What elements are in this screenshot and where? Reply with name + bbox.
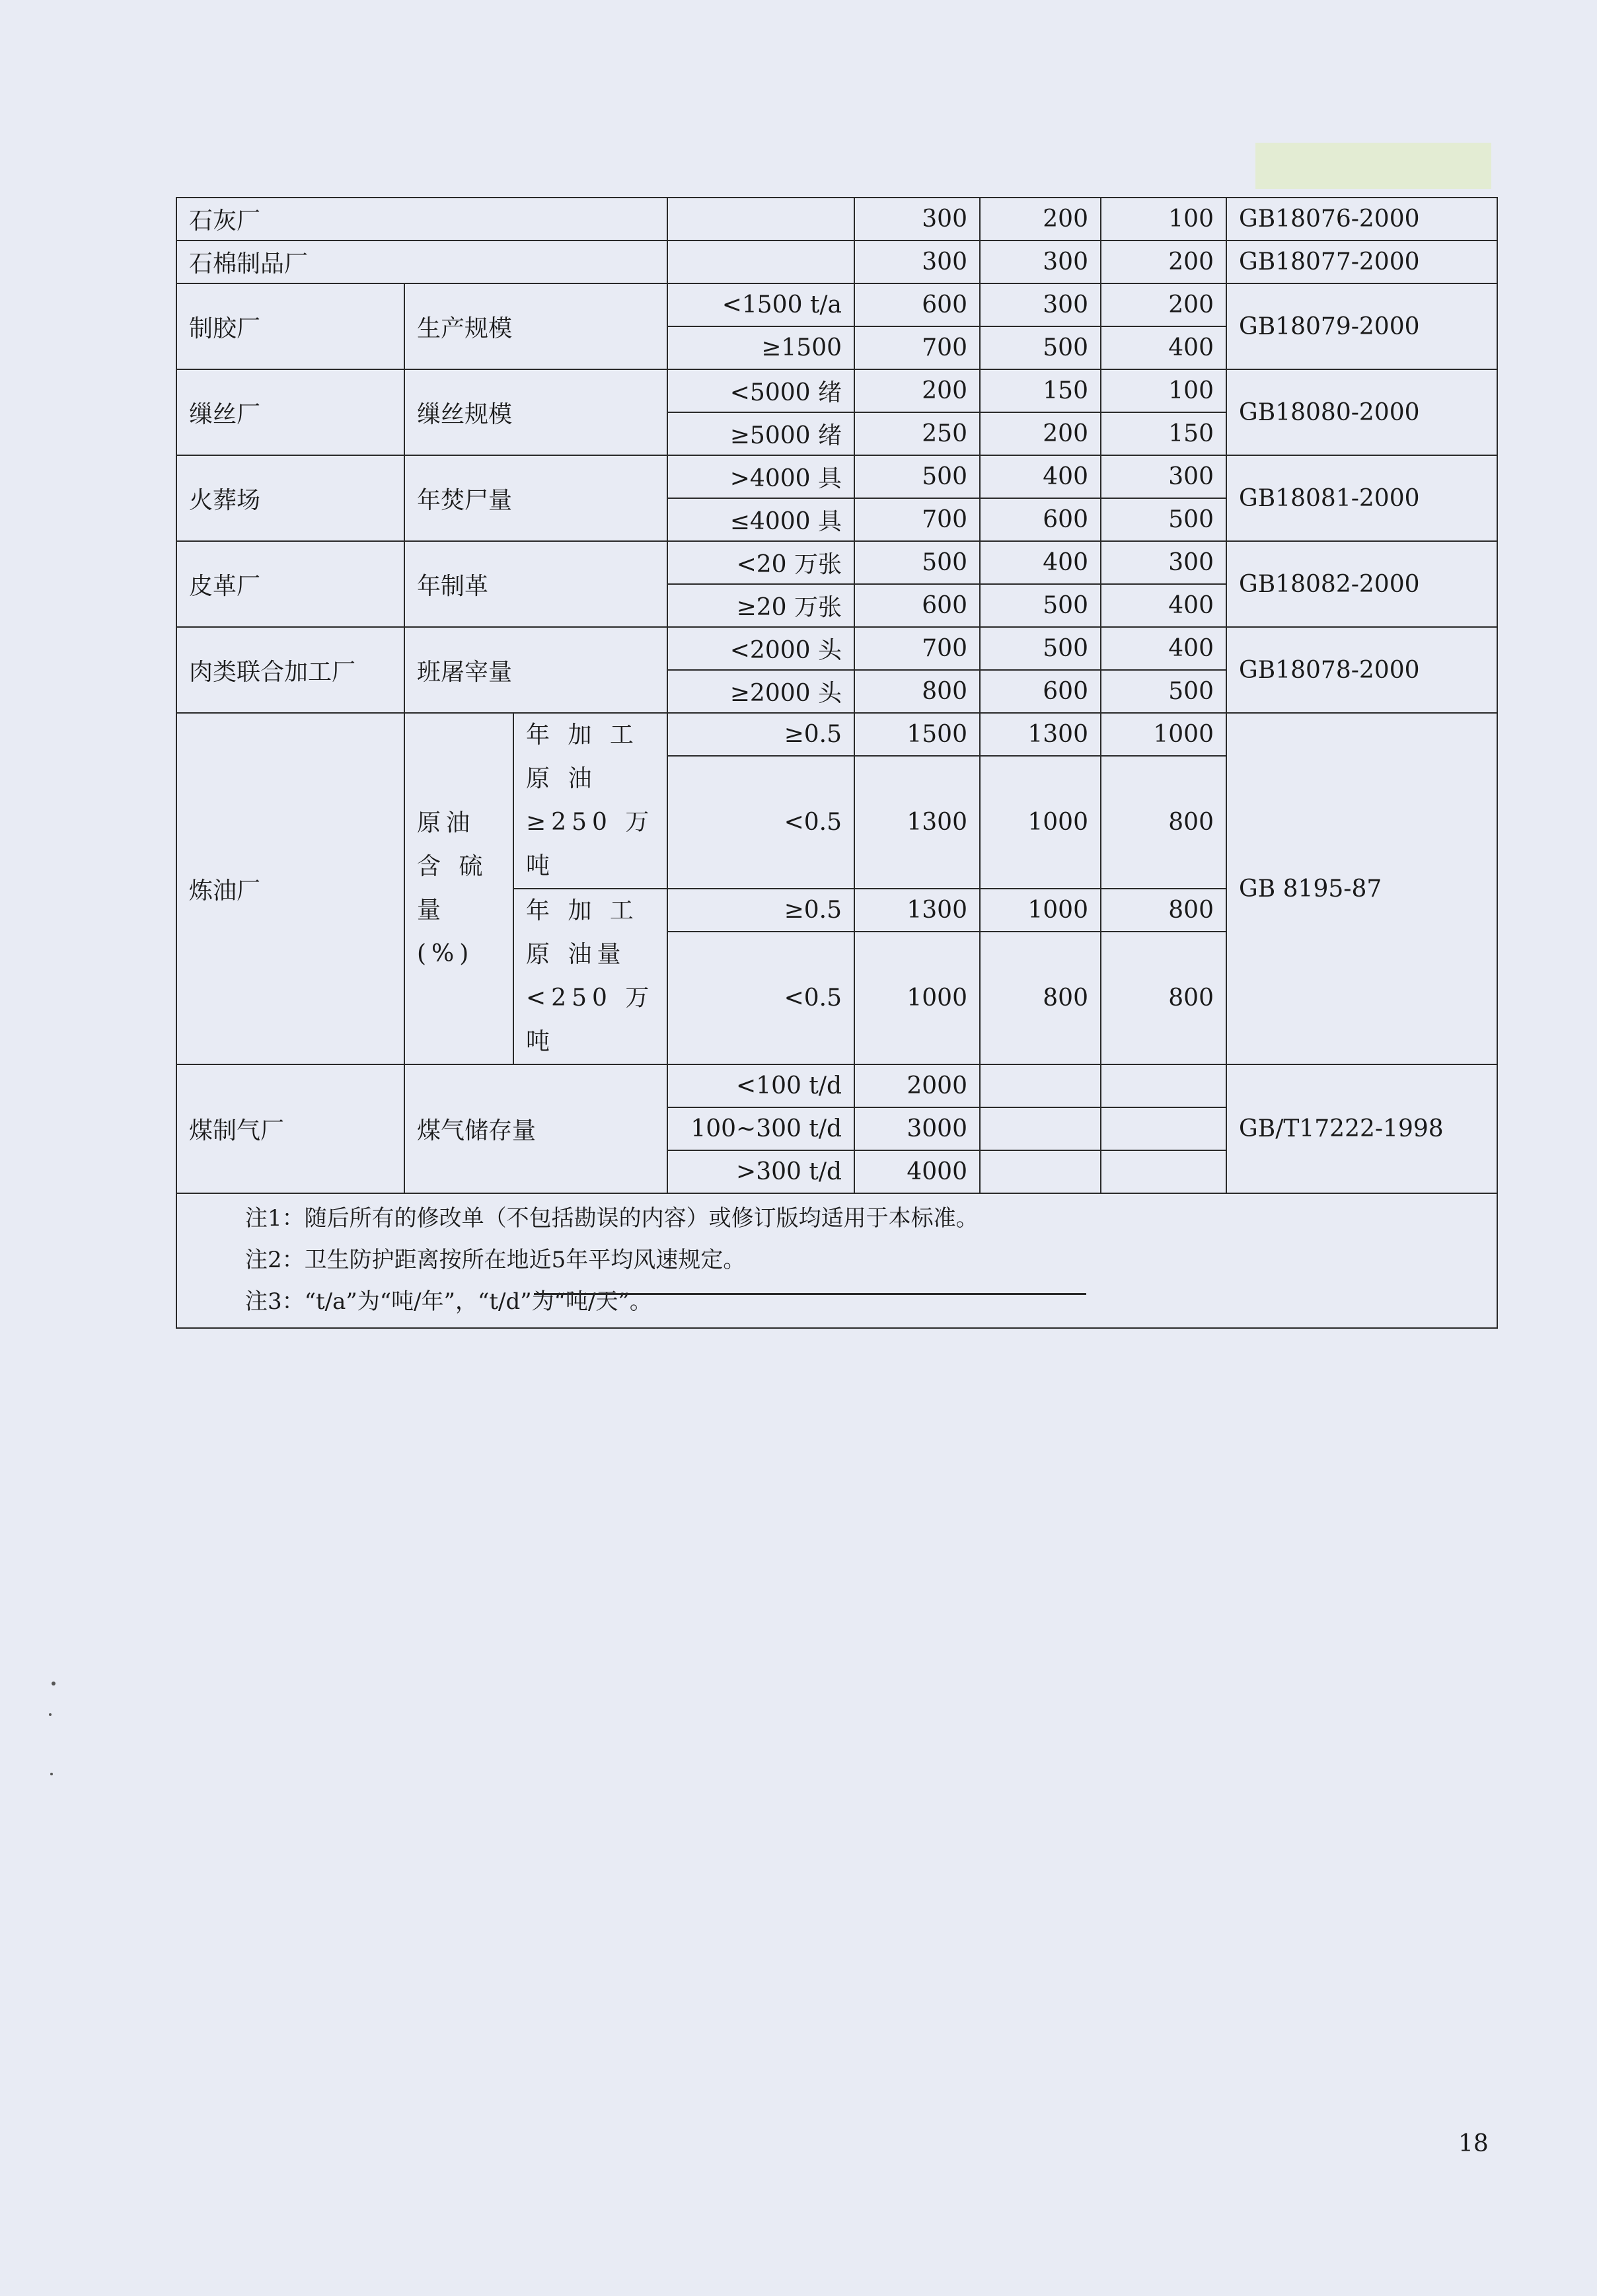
condition: ≥2000 头 — [667, 670, 854, 713]
table-row: 火葬场 年焚尸量 >4000 具 500 400 300 GB18081-2000 — [176, 455, 1497, 498]
scan-highlight-mark — [1255, 143, 1491, 189]
plant-name: 肉类联合加工厂 — [176, 627, 404, 713]
end-rule — [534, 1293, 1086, 1295]
table-row: 皮革厂 年制革 <20 万张 500 400 300 GB18082-2000 — [176, 541, 1497, 584]
standard-code: GB/T17222-1998 — [1226, 1064, 1497, 1193]
plant-name: 煤制气厂 — [176, 1064, 404, 1193]
condition: <0.5 — [667, 932, 854, 1064]
notes-row — [176, 1193, 1497, 1328]
page-number: 18 — [1458, 2130, 1489, 2157]
plant-name: 石灰厂 — [176, 198, 667, 241]
plant-name: 皮革厂 — [176, 541, 404, 627]
condition: <2000 头 — [667, 627, 854, 670]
condition: <1500 t/a — [667, 283, 854, 326]
capacity-group: 年 加 工 原 油≥250 万吨 — [513, 713, 667, 889]
table-row: ≥5000 绪 250 200 150 — [176, 412, 1497, 455]
table-row: ≥20 万张 600 500 400 — [176, 584, 1497, 627]
protection-distance-table — [176, 197, 1498, 1329]
standard-code: GB18081-2000 — [1226, 455, 1497, 541]
standard-code: GB18077-2000 — [1226, 241, 1497, 283]
table-row: ≤4000 具 700 600 500 — [176, 498, 1497, 541]
plant-name: 缫丝厂 — [176, 369, 404, 455]
plant-name: 制胶厂 — [176, 283, 404, 369]
table-row: 制胶厂 生产规模 <1500 t/a 600 300 200 GB18079-2000 — [176, 283, 1497, 326]
table-row: 年 加 工 原 油量<250 万吨 ≥0.5 1300 1000 800 — [176, 889, 1497, 932]
condition: ≥0.5 — [667, 889, 854, 932]
table-row: ≥1500 700 500 400 — [176, 326, 1497, 369]
table-row: <0.5 1000 800 800 — [176, 932, 1497, 1021]
plant-name: 石棉制品厂 — [176, 241, 667, 283]
table-row: 石棉制品厂 300 300 200 GB18077-2000 — [176, 241, 1497, 283]
capacity-group: 年 加 工 原 油量<250 万吨 — [513, 889, 667, 1064]
table-row: 煤制气厂 煤气储存量 <100 t/d 2000 GB/T17222-1998 — [176, 1064, 1497, 1107]
condition: ≤4000 具 — [667, 498, 854, 541]
standard-code: GB18082-2000 — [1226, 541, 1497, 627]
condition: ≥20 万张 — [667, 584, 854, 627]
condition: ≥0.5 — [667, 713, 854, 756]
standard-code: GB18076-2000 — [1226, 198, 1497, 241]
standard-code: GB18080-2000 — [1226, 369, 1497, 455]
condition: >4000 具 — [667, 455, 854, 498]
condition: 100~300 t/d — [667, 1107, 854, 1150]
table-notes — [176, 1193, 1497, 1328]
table-row: >300 t/d 4000 — [176, 1150, 1497, 1193]
note-2: 注2：卫生防护距离按所在地近5年平均风速规定。 — [245, 1247, 746, 1273]
scan-speck — [50, 1773, 53, 1775]
scale-parameter: 原油含 硫 量 (%) — [404, 713, 513, 1064]
table-row: 缫丝厂 缫丝规模 <5000 绪 200 150 100 GB18080-2000 — [176, 369, 1497, 412]
condition: ≥1500 — [667, 326, 854, 369]
scale-parameter: 缫丝规模 — [404, 369, 667, 455]
scale-parameter: 年焚尸量 — [404, 455, 667, 541]
table-row: 炼油厂 原油含 硫 量 (%) 年 加 工 原 油≥250 万吨 ≥0.5 1500 1300 1000 GB 8195-87 — [176, 713, 1497, 756]
scan-speck — [49, 1713, 52, 1716]
table-row: ≥2000 头 800 600 500 — [176, 670, 1497, 713]
standard-code: GB 8195-87 — [1226, 713, 1497, 1064]
condition: <100 t/d — [667, 1064, 854, 1107]
note-1: 注1：随后所有的修改单（不包括勘误的内容）或修订版均适用于本标准。 — [245, 1205, 979, 1232]
condition: <5000 绪 — [667, 369, 854, 412]
scale-parameter: 班屠宰量 — [404, 627, 667, 713]
table-row: <0.5 1300 1000 800 — [176, 756, 1497, 846]
scale-parameter: 年制革 — [404, 541, 667, 627]
scale-parameter: 生产规模 — [404, 283, 667, 369]
plant-name: 火葬场 — [176, 455, 404, 541]
standard-code: GB18078-2000 — [1226, 627, 1497, 713]
table-row: 石灰厂 300 200 100 GB18076-2000 — [176, 198, 1497, 241]
plant-name: 炼油厂 — [176, 713, 404, 1064]
condition: <0.5 — [667, 756, 854, 889]
condition: ≥5000 绪 — [667, 412, 854, 455]
scan-speck — [52, 1682, 56, 1685]
scale-parameter: 煤气储存量 — [404, 1064, 667, 1193]
table-row: 肉类联合加工厂 班屠宰量 <2000 头 700 500 400 GB18078-2000 — [176, 627, 1497, 670]
table-row: 100~300 t/d 3000 — [176, 1107, 1497, 1150]
condition: >300 t/d — [667, 1150, 854, 1193]
note-3: 注3：“t/a”为“吨/年”，“t/d”为“吨/天”。 — [245, 1288, 652, 1315]
standard-code: GB18079-2000 — [1226, 283, 1497, 369]
condition: <20 万张 — [667, 541, 854, 584]
